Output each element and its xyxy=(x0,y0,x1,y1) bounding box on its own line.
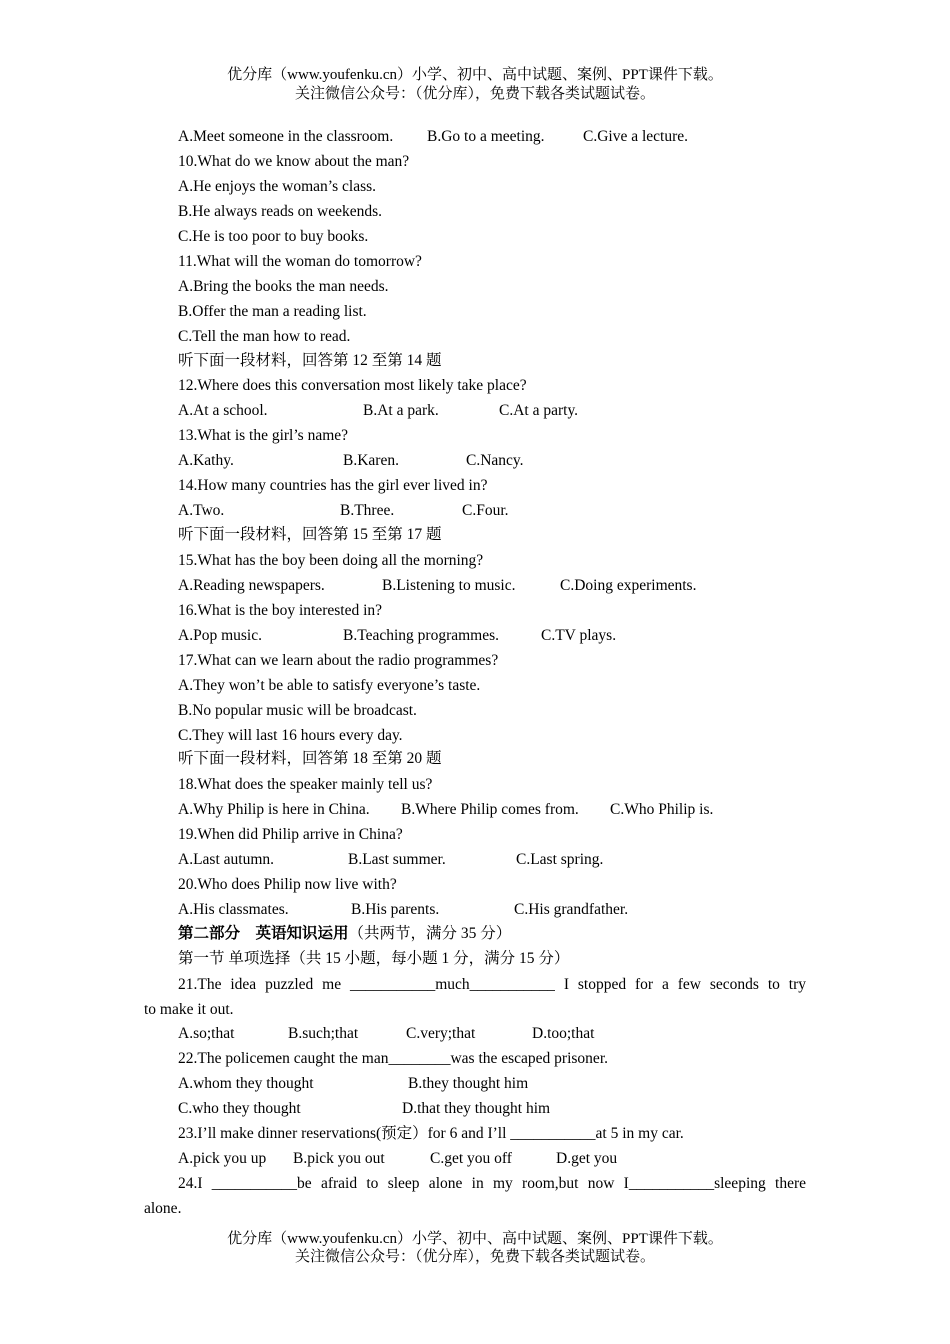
q18-options xyxy=(178,800,713,820)
q22-options-row2 xyxy=(178,1099,550,1119)
q22-options-row1 xyxy=(178,1074,528,1094)
q14-option-a: A.Two. xyxy=(178,502,225,519)
q20-option-a: A.His classmates. xyxy=(178,901,289,918)
q14-options xyxy=(178,501,509,521)
q17-option-c: C.They will last 16 hours every day. xyxy=(178,727,403,744)
q22-option-d: D.that they thought him xyxy=(402,1100,551,1117)
q15-option-a: A.Reading newspapers. xyxy=(178,577,325,594)
part2-note: （共两节，满分 35 分） xyxy=(348,925,512,942)
q19-option-c: C.Last spring. xyxy=(516,851,604,868)
q9-option-c: C.Give a lecture. xyxy=(583,128,689,145)
q14-option-c: C.Four. xyxy=(462,502,509,519)
q12-stem: 12.Where does this conversation most likely take place? xyxy=(178,377,527,394)
q16-stem: 16.What is the boy interested in? xyxy=(178,602,383,619)
q10-option-c: C.He is too poor to buy books. xyxy=(178,228,369,245)
header-line-1: 优分库（www.youfenku.cn）小学、初中、高中试题、案例、PPT课件下载。 xyxy=(227,67,723,83)
q20-option-c: C.His grandfather. xyxy=(514,901,629,918)
q19-option-b: B.Last summer. xyxy=(348,851,446,868)
q21-stem-continued: to make it out. xyxy=(144,1001,234,1018)
q9-option-a: A.Meet someone in the classroom. xyxy=(178,128,394,145)
instruction-12-14: 听下面一段材料，回答第 12 至第 14 题 xyxy=(178,352,442,369)
q24-stem: 24.I ___________be afraid to sleep alone in my room,but now I___________sleeping there xyxy=(178,1175,806,1192)
q15-option-b: B.Listening to music. xyxy=(382,577,516,594)
footer-line-1: 优分库（www.youfenku.cn）小学、初中、高中试题、案例、PPT课件下载。 xyxy=(227,1231,723,1247)
instruction-18-20: 听下面一段材料，回答第 18 至第 20 题 xyxy=(178,750,442,767)
q13-option-a: A.Kathy. xyxy=(178,452,234,469)
q22-option-b: B.they thought him xyxy=(408,1075,529,1092)
q19-stem: 19.When did Philip arrive in China? xyxy=(178,826,403,843)
q20-stem: 20.Who does Philip now live with? xyxy=(178,876,397,893)
q21-option-d: D.too;that xyxy=(532,1025,595,1042)
q15-stem: 15.What has the boy been doing all the morning? xyxy=(178,552,484,569)
q10-option-b: B.He always reads on weekends. xyxy=(178,203,383,220)
q21-options xyxy=(178,1024,594,1044)
q14-option-b: B.Three. xyxy=(340,502,395,519)
q10-stem: 10.What do we know about the man? xyxy=(178,153,410,170)
q11-option-b: B.Offer the man a reading list. xyxy=(178,303,367,320)
q16-option-b: B.Teaching programmes. xyxy=(343,627,500,644)
q9-option-b: B.Go to a meeting. xyxy=(427,128,545,145)
part2-title: 第二部分 英语知识运用 xyxy=(178,925,349,942)
q22-option-c: C.who they thought xyxy=(178,1100,301,1117)
q12-option-b: B.At a park. xyxy=(363,402,439,419)
q11-option-a: A.Bring the books the man needs. xyxy=(178,278,389,295)
q16-option-c: C.TV plays. xyxy=(541,627,617,644)
q12-option-a: A.At a school. xyxy=(178,402,268,419)
q23-options xyxy=(178,1149,617,1169)
header-line-2: 关注微信公众号：（优分库），免费下载各类试题试卷。 xyxy=(294,86,655,102)
q24-stem-continued: alone. xyxy=(144,1200,182,1217)
q21-option-a: A.so;that xyxy=(178,1025,235,1042)
q12-option-c: C.At a party. xyxy=(499,402,579,419)
q18-option-b: B.Where Philip comes from. xyxy=(401,801,579,818)
q23-option-b: B.pick you out xyxy=(293,1150,385,1167)
q10-option-a: A.He enjoys the woman’s class. xyxy=(178,178,377,195)
q23-stem: 23.I’ll make dinner reservations(预定）for 6 and I’ll ___________at 5 in my car. xyxy=(178,1125,684,1142)
q21-option-b: B.such;that xyxy=(288,1025,359,1042)
q17-option-a: A.They won’t be able to satisfy everyone’s taste. xyxy=(178,677,481,694)
q15-options xyxy=(178,576,696,596)
q20-option-b: B.His parents. xyxy=(351,901,440,918)
q13-stem: 13.What is the girl’s name? xyxy=(178,427,349,444)
q11-stem: 11.What will the woman do tomorrow? xyxy=(178,253,422,270)
q20-options xyxy=(178,900,628,920)
q21-option-c: C.very;that xyxy=(406,1025,476,1042)
q18-option-c: C.Who Philip is. xyxy=(610,801,714,818)
q22-option-a: A.whom they thought xyxy=(178,1075,314,1092)
q19-option-a: A.Last autumn. xyxy=(178,851,274,868)
q13-options xyxy=(178,451,524,471)
q18-option-a: A.Why Philip is here in China. xyxy=(178,801,370,818)
q13-option-c: C.Nancy. xyxy=(466,452,524,469)
q13-option-b: B.Karen. xyxy=(343,452,399,469)
q14-stem: 14.How many countries has the girl ever lived in? xyxy=(178,477,488,494)
q11-option-c: C.Tell the man how to read. xyxy=(178,328,351,345)
q23-option-a: A.pick you up xyxy=(178,1150,267,1167)
section1-heading: 第一节 单项选择（共 15 小题，每小题 1 分，满分 15 分） xyxy=(178,950,570,967)
q23-option-c: C.get you off xyxy=(430,1150,512,1167)
q21-stem: 21.The idea puzzled me ___________much___________ I stopped for a few seconds to try xyxy=(178,976,806,993)
q15-option-c: C.Doing experiments. xyxy=(560,577,697,594)
q16-options xyxy=(178,626,616,646)
q17-option-b: B.No popular music will be broadcast. xyxy=(178,702,417,719)
part2-heading xyxy=(178,924,511,944)
q19-options xyxy=(178,850,603,870)
instruction-15-17: 听下面一段材料，回答第 15 至第 17 题 xyxy=(178,526,442,543)
q12-options xyxy=(178,401,578,421)
q16-option-a: A.Pop music. xyxy=(178,627,262,644)
q23-option-d: D.get you xyxy=(556,1150,618,1167)
q9-options xyxy=(178,127,688,147)
q17-stem: 17.What can we learn about the radio programmes? xyxy=(178,652,499,669)
q22-stem: 22.The policemen caught the man________was the escaped prisoner. xyxy=(178,1050,608,1067)
q18-stem: 18.What does the speaker mainly tell us? xyxy=(178,776,433,793)
footer-line-2: 关注微信公众号：（优分库），免费下载各类试题试卷。 xyxy=(294,1249,655,1265)
